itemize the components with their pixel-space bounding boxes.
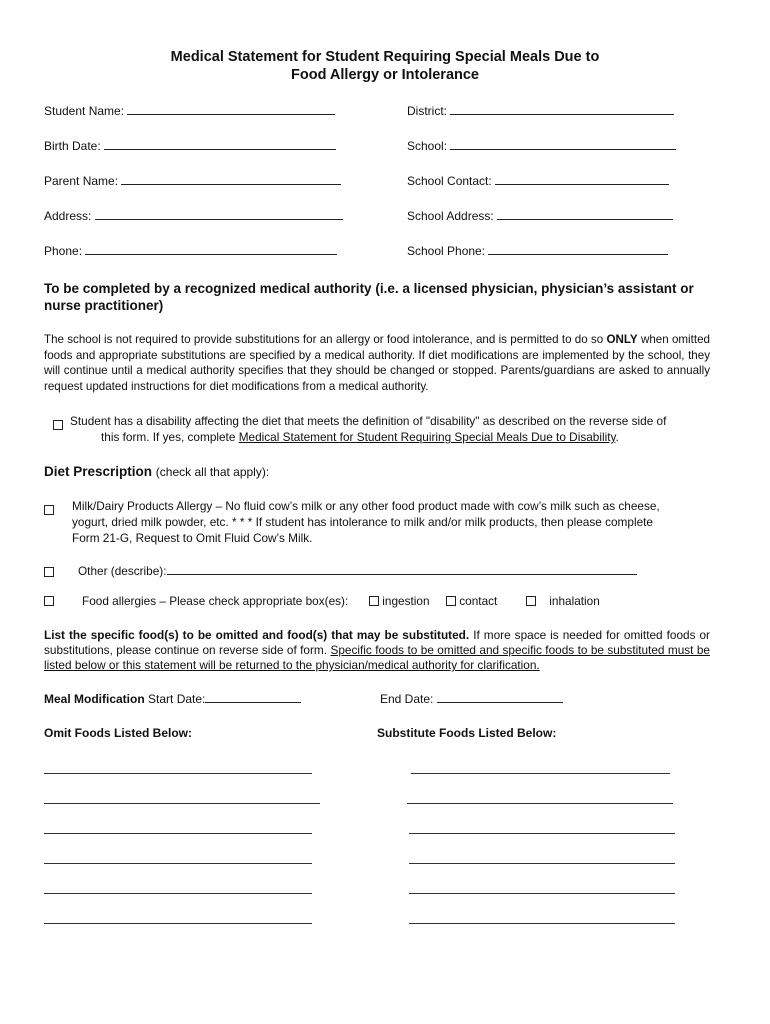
- school-phone-field[interactable]: [407, 243, 668, 258]
- district-field[interactable]: [407, 103, 674, 118]
- student-name-input[interactable]: [127, 103, 335, 115]
- disability-form-link[interactable]: Medical Statement for Student Requiring Special Meals Due to Disability: [238, 430, 616, 444]
- substitute-food-line-3[interactable]: [409, 833, 675, 834]
- school-contact-input[interactable]: [495, 173, 669, 185]
- meal-end-label: End Date:: [380, 692, 434, 706]
- student-name-field[interactable]: [44, 103, 335, 118]
- list-instructions-bold: List the specific food(s) to be omitted and food(s) that may be substituted.: [44, 628, 470, 642]
- disability-text-2b: .: [615, 430, 619, 444]
- school-contact-label: School Contact:: [407, 174, 492, 188]
- omit-food-line-1[interactable]: [44, 773, 312, 774]
- title-line-2: Food Allergy or Intolerance: [291, 67, 479, 83]
- authority-paragraph: [44, 332, 710, 394]
- other-label: Other (describe):: [78, 564, 167, 578]
- phone-field[interactable]: [44, 243, 337, 258]
- school-address-label: School Address:: [407, 209, 494, 223]
- ingestion-label: ingestion: [382, 594, 430, 608]
- substitute-food-line-6[interactable]: [409, 923, 675, 924]
- disability-text-2a: this form. If yes, complete: [101, 430, 236, 444]
- meal-start-field[interactable]: [44, 691, 301, 706]
- milk-allergy-line-2: yogurt, dried milk powder, etc. * * * If student has intolerance to milk and/or milk products, then please complete: [72, 515, 653, 529]
- school-address-input[interactable]: [497, 208, 673, 220]
- omit-food-line-5[interactable]: [44, 893, 312, 894]
- other-checkbox[interactable]: [44, 563, 54, 581]
- milk-allergy-line-3: Form 21-G, Request to Omit Fluid Cow’s Milk.: [72, 531, 313, 545]
- inhalation-label: inhalation: [549, 594, 600, 608]
- omit-foods-heading: Omit Foods Listed Below:: [44, 726, 193, 740]
- ingestion-option[interactable]: [369, 594, 430, 608]
- list-instructions-underlined: Specific foods to be omitted and specific foods to be substituted must be listed below or this statement will be returned to the physician/medical authority for clarification.: [44, 643, 710, 672]
- omit-food-line-6[interactable]: [44, 923, 312, 924]
- omit-food-line-3[interactable]: [44, 833, 312, 834]
- milk-allergy-line-1: Milk/Dairy Products Allergy – No fluid cow’s milk or any other food product made with cow’s milk such as cheese,: [72, 499, 660, 513]
- authority-heading: To be completed by a recognized medical authority (i.e. a licensed physician, physician’s assistant or nurse practitioner): [44, 281, 694, 313]
- student-name-label: Student Name:: [44, 104, 125, 118]
- authority-paragraph-only: ONLY: [606, 333, 638, 346]
- disability-text-line-2: [101, 430, 619, 444]
- meal-end-field[interactable]: [380, 691, 563, 706]
- meal-modification-label: Meal Modification: [44, 692, 145, 706]
- list-instructions-text: If more space is needed for omitted foods or substitutions, please continue on reverse side of form.: [44, 628, 710, 657]
- milk-allergy-checkbox[interactable]: [44, 501, 54, 519]
- other-checkbox-box[interactable]: [44, 567, 54, 577]
- contact-label: contact: [459, 594, 498, 608]
- inhalation-checkbox[interactable]: [526, 596, 536, 606]
- phone-label: Phone:: [44, 244, 83, 258]
- school-label: School:: [407, 139, 448, 153]
- omit-food-line-2[interactable]: [44, 803, 320, 804]
- address-input[interactable]: [95, 208, 343, 220]
- contact-option[interactable]: [446, 594, 497, 608]
- substitute-foods-heading: Substitute Foods Listed Below:: [377, 726, 557, 740]
- inhalation-option[interactable]: [526, 594, 600, 608]
- substitute-food-line-2[interactable]: [407, 803, 673, 804]
- ingestion-checkbox[interactable]: [369, 596, 379, 606]
- school-address-field[interactable]: [407, 208, 673, 223]
- list-instructions: [44, 628, 710, 673]
- address-field[interactable]: [44, 208, 343, 223]
- birth-date-input[interactable]: [104, 138, 336, 150]
- parent-name-input[interactable]: [121, 173, 341, 185]
- meal-start-label: Start Date:: [148, 692, 206, 706]
- page-title: [0, 48, 770, 84]
- food-allergies-checkbox-box[interactable]: [44, 596, 54, 606]
- substitute-food-line-4[interactable]: [409, 863, 675, 864]
- district-input[interactable]: [450, 103, 674, 115]
- school-contact-field[interactable]: [407, 173, 669, 188]
- substitute-food-line-1[interactable]: [411, 773, 670, 774]
- birth-date-label: Birth Date:: [44, 139, 101, 153]
- school-field[interactable]: [407, 138, 676, 153]
- food-allergies-label: Food allergies – Please check appropriate box(es):: [82, 594, 349, 608]
- diet-prescription-note: (check all that apply):: [155, 465, 270, 479]
- disability-checkbox-box[interactable]: [53, 420, 63, 430]
- meal-start-input[interactable]: [205, 691, 301, 703]
- disability-checkbox[interactable]: [53, 416, 63, 434]
- parent-name-label: Parent Name:: [44, 174, 119, 188]
- omit-food-line-4[interactable]: [44, 863, 312, 864]
- other-input[interactable]: [167, 563, 637, 575]
- address-label: Address:: [44, 209, 92, 223]
- school-phone-input[interactable]: [488, 243, 668, 255]
- school-input[interactable]: [450, 138, 676, 150]
- food-allergies-checkbox[interactable]: [44, 592, 54, 610]
- authority-paragraph-text-2: when omitted foods and appropriate substitutions are specified by a medical authority. If diet modifications are implemented by the school, they will continue until a medical authority specifies that they should be changed or stopped. Parents/guardians are asked to annually request updated instructions for diet modifications from a medical authority.: [44, 333, 710, 393]
- milk-allergy-checkbox-box[interactable]: [44, 505, 54, 515]
- substitute-food-line-5[interactable]: [409, 893, 675, 894]
- parent-name-field[interactable]: [44, 173, 341, 188]
- birth-date-field[interactable]: [44, 138, 336, 153]
- meal-end-input[interactable]: [437, 691, 563, 703]
- other-field[interactable]: [78, 563, 637, 578]
- district-label: District:: [407, 104, 447, 118]
- diet-prescription-heading: [44, 464, 269, 479]
- authority-paragraph-text-1: The school is not required to provide substitutions for an allergy or food intolerance, and is permitted to do so: [44, 333, 604, 346]
- phone-input[interactable]: [85, 243, 337, 255]
- diet-prescription-title: Diet Prescription: [44, 464, 153, 479]
- school-phone-label: School Phone:: [407, 244, 486, 258]
- contact-checkbox[interactable]: [446, 596, 456, 606]
- disability-text-line-1: Student has a disability affecting the diet that meets the definition of "disability" as described on the reverse side of: [70, 414, 667, 428]
- title-line-1: Medical Statement for Student Requiring Special Meals Due to: [170, 49, 600, 65]
